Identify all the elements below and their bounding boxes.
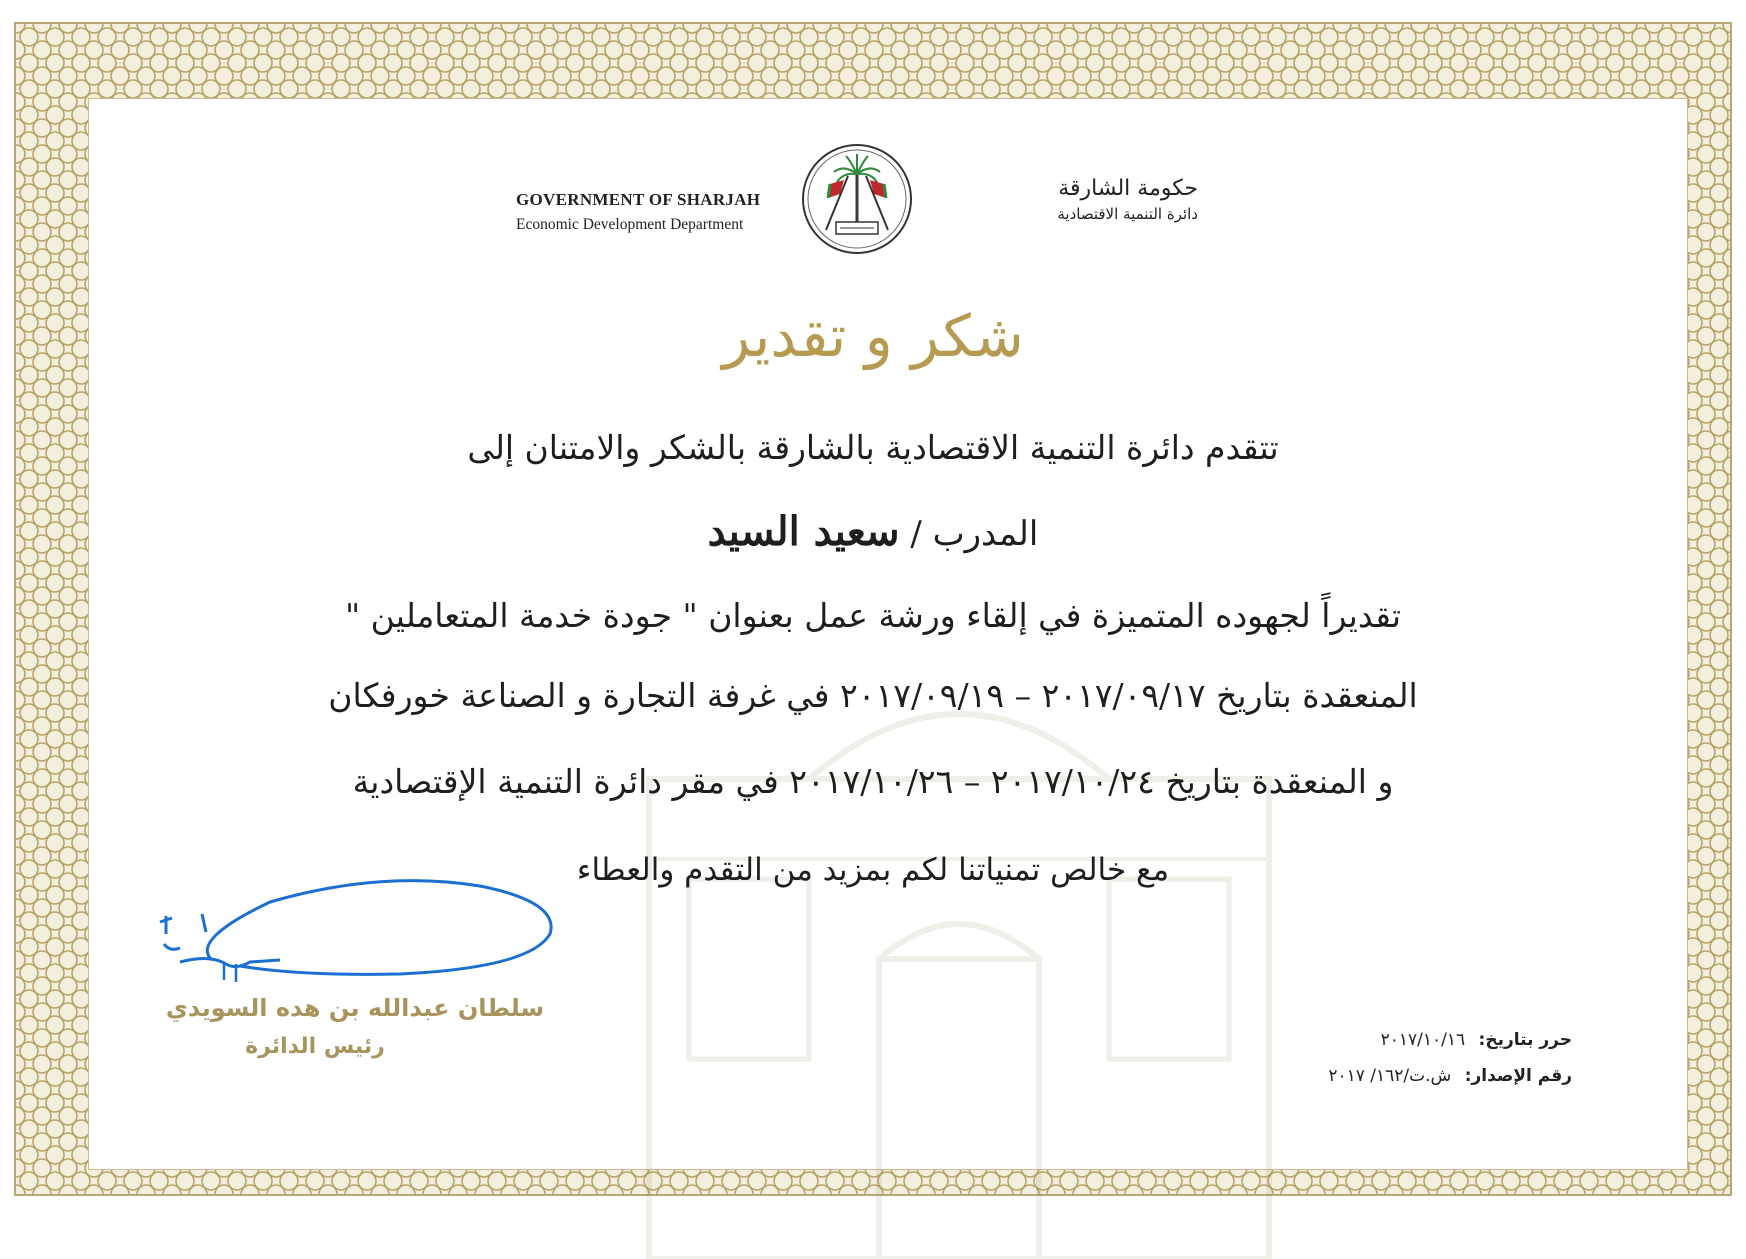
government-name-en: GOVERNMENT OF SHARJAH xyxy=(516,190,761,209)
issue-date xyxy=(1381,1030,1572,1050)
intro-text: تتقدم دائرة التنمية الاقتصادية بالشارقة بالشكر والامتنان إلى xyxy=(467,428,1279,467)
sharjah-emblem-icon xyxy=(800,142,914,256)
issue-date-label: حرر بتاريخ: xyxy=(1478,1030,1572,1050)
reference-number-value: ش.ت/١٦٢/ ٢٠١٧ xyxy=(1328,1066,1452,1086)
building-watermark xyxy=(589,659,1329,1259)
appreciation-text: تقديراً لجهوده المتميزة في إلقاء ورشة عمل بعنوان " جودة خدمة المتعاملين " xyxy=(344,596,1402,635)
recipient-name: سعيد السيد xyxy=(707,508,900,555)
recipient-line xyxy=(0,508,1746,555)
reference-number xyxy=(1328,1066,1572,1086)
department-name-en: Economic Development Department xyxy=(516,216,744,233)
recipient-prefix: المدرب / xyxy=(910,514,1039,554)
signatory-name: سلطان عبدالله بن هده السويدي xyxy=(165,994,545,1022)
header-arabic xyxy=(1057,176,1198,223)
department-name-ar: دائرة التنمية الاقتصادية xyxy=(1057,205,1198,223)
closing-text: مع خالص تمنياتنا لكم بمزيد من التقدم والعطاء xyxy=(576,852,1170,888)
issue-date-value: ٢٠١٧/١٠/١٦ xyxy=(1380,1030,1466,1050)
certificate-title: شكر و تقدير xyxy=(722,302,1024,370)
government-name-ar: حكومة الشارقة xyxy=(1058,176,1198,201)
handwritten-signature xyxy=(150,850,570,1010)
session-2-text: و المنعقدة بتاريخ ٢٠١٧/١٠/٢٤ – ٢٠١٧/١٠/٢٦ في مقر دائرة التنمية الإقتصادية xyxy=(352,762,1394,801)
signatory-title: رئيس الدائرة xyxy=(245,1034,385,1059)
session-1-text: المنعقدة بتاريخ ٢٠١٧/٠٩/١٧ – ٢٠١٧/٠٩/١٩ في غرفة التجارة و الصناعة خورفكان xyxy=(328,676,1418,715)
header-english xyxy=(516,190,760,234)
reference-number-label: رقم الإصدار: xyxy=(1464,1066,1572,1086)
